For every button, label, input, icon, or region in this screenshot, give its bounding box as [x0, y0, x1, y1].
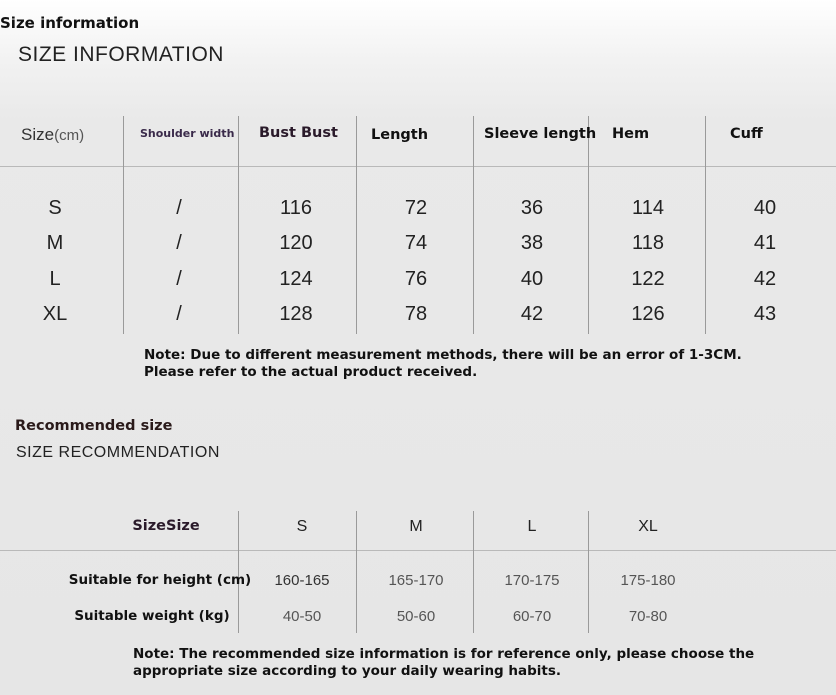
size-table-col-divider — [238, 116, 239, 334]
recommendation-size-header: SizeSize — [132, 518, 200, 534]
weight-cell: 50-60 — [396, 608, 436, 625]
recommendation-header-divider — [0, 550, 836, 551]
recommendation-note — [133, 646, 754, 680]
height-cell: 160-165 — [274, 572, 330, 589]
size-table-col-divider — [123, 116, 124, 334]
length-cell: 76 — [404, 268, 428, 290]
hem-cell: 126 — [631, 303, 665, 325]
height-row-label: Suitable for height (cm) — [68, 572, 252, 588]
sleeve-cell: 42 — [520, 303, 544, 325]
rec-size-header: L — [527, 518, 537, 535]
size-header-label: Size — [21, 125, 55, 144]
header-cuff: Cuff — [730, 126, 763, 142]
length-cell: 72 — [404, 197, 428, 219]
weight-cell: 60-70 — [512, 608, 552, 625]
size-table-col-divider — [705, 116, 706, 334]
size-unit-label: (cm) — [54, 127, 85, 144]
shoulder-cell: / — [176, 232, 182, 254]
page-label: Size information — [0, 14, 140, 32]
shoulder-cell: / — [176, 303, 182, 325]
bust-cell: 120 — [279, 232, 313, 254]
hem-cell: 114 — [632, 197, 664, 219]
header-bust: Bust Bust — [259, 125, 338, 141]
height-cell: 165-170 — [388, 572, 444, 589]
size-cell: S — [48, 197, 62, 219]
recommendation-col-divider — [473, 511, 474, 633]
size-cell: XL — [42, 303, 68, 325]
bust-cell: 116 — [280, 197, 312, 219]
shoulder-cell: / — [176, 197, 182, 219]
bust-cell: 124 — [279, 268, 313, 290]
size-table-col-divider — [473, 116, 474, 334]
recommended-size-label: Recommended size — [15, 418, 173, 434]
measurement-note — [144, 347, 742, 381]
length-cell: 74 — [404, 232, 428, 254]
cuff-cell: 43 — [753, 303, 777, 325]
size-cell: L — [49, 268, 61, 290]
recommendation-col-divider — [356, 511, 357, 633]
header-shoulder-width: Shoulder width — [140, 127, 235, 140]
size-table-col-divider — [588, 116, 589, 334]
rec-size-header: XL — [638, 518, 658, 535]
size-information-title: SIZE INFORMATION — [18, 43, 224, 66]
size-table-col-divider — [356, 116, 357, 334]
size-cell: M — [46, 232, 64, 254]
sleeve-cell: 36 — [520, 197, 544, 219]
measurement-note-line2: Please refer to the actual product received. — [144, 364, 478, 380]
size-recommendation-title: SIZE RECOMMENDATION — [16, 444, 220, 461]
shoulder-cell: / — [176, 268, 182, 290]
length-cell: 78 — [404, 303, 428, 325]
sleeve-cell: 40 — [520, 268, 544, 290]
height-cell: 175-180 — [620, 572, 676, 589]
recommendation-note-line2: appropriate size according to your daily wearing habits. — [133, 663, 562, 679]
cuff-cell: 40 — [753, 197, 777, 219]
weight-cell: 40-50 — [282, 608, 322, 625]
recommendation-col-divider — [588, 511, 589, 633]
hem-cell: 118 — [632, 232, 664, 254]
height-cell: 170-175 — [504, 572, 560, 589]
header-length: Length — [371, 127, 429, 143]
size-column-header — [21, 125, 84, 145]
hem-cell: 122 — [631, 268, 665, 290]
rec-size-header: M — [409, 518, 423, 535]
cuff-cell: 41 — [753, 232, 777, 254]
weight-cell: 70-80 — [628, 608, 668, 625]
sleeve-cell: 38 — [520, 232, 544, 254]
weight-row-label: Suitable weight (kg) — [74, 608, 230, 624]
measurement-note-line1: Note: Due to different measurement methods, there will be an error of 1-3CM. — [144, 347, 742, 363]
header-hem: Hem — [612, 126, 650, 142]
header-sleeve-length: Sleeve length — [484, 126, 597, 142]
bust-cell: 128 — [279, 303, 313, 325]
rec-size-header: S — [296, 518, 308, 535]
size-table-header-divider — [0, 166, 836, 167]
cuff-cell: 42 — [753, 268, 777, 290]
recommendation-note-line1: Note: The recommended size information is for reference only, please choose the — [133, 646, 755, 662]
